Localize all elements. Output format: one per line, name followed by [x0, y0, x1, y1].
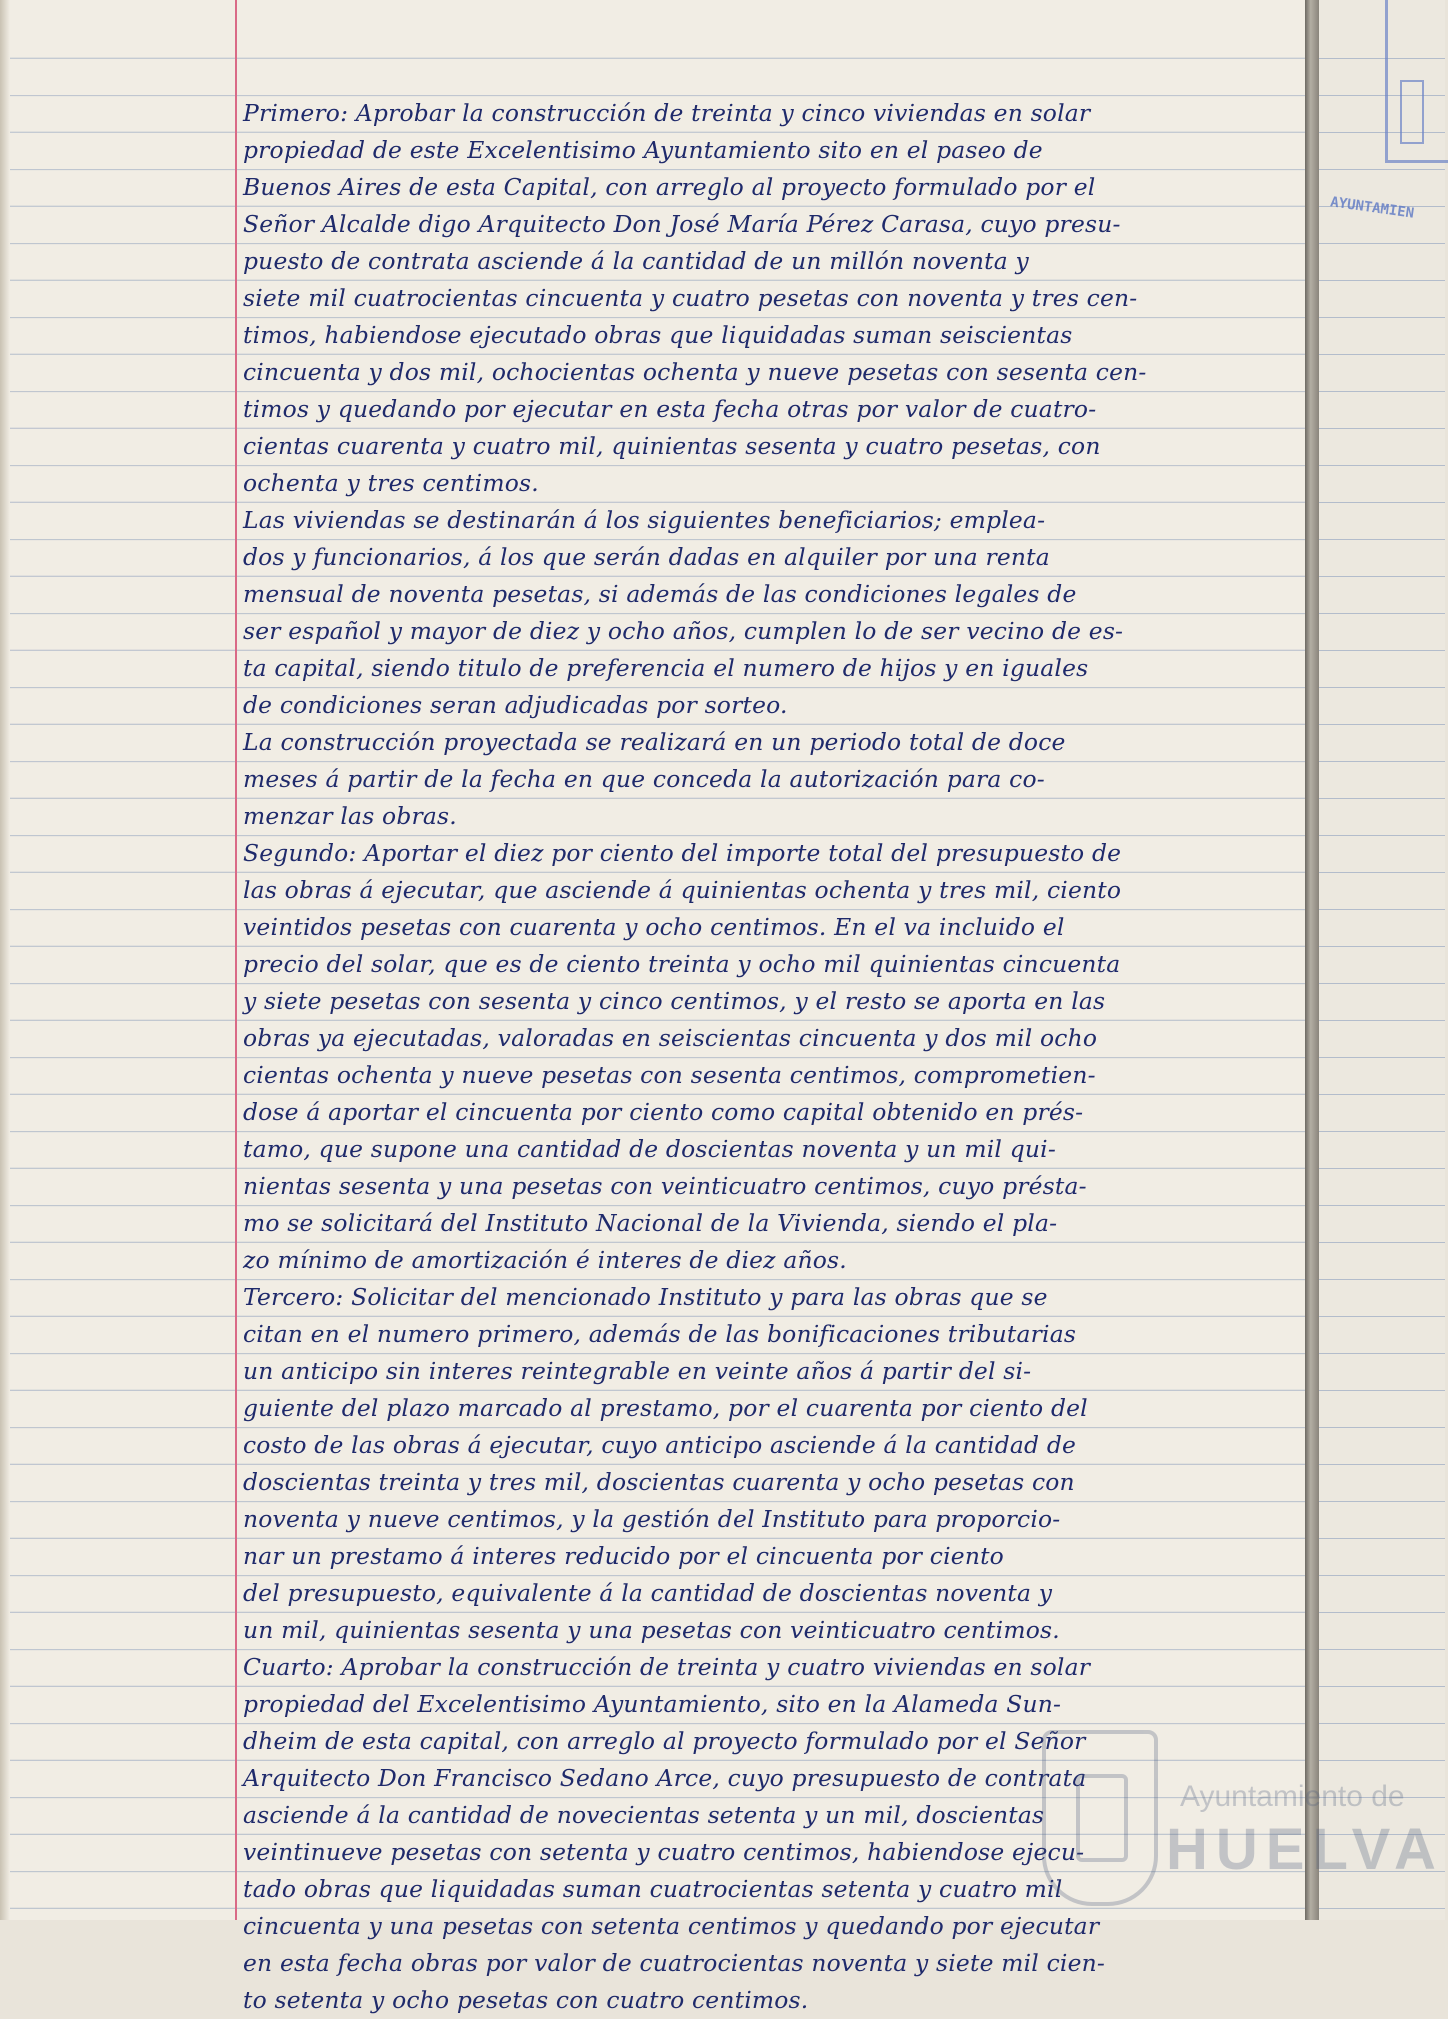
text-line: meses á partir de la fecha en que conceda la autorización para co-: [243, 765, 1045, 793]
watermark-city-name: HUELVA: [1166, 1817, 1444, 1882]
text-line: Las viviendas se destinarán á los siguientes beneficiarios; emplea-: [243, 506, 1046, 534]
text-line: ta capital, siendo titulo de preferencia el numero de hijos y en iguales: [243, 654, 1089, 682]
text-line: timos y quedando por ejecutar en esta fecha otras por valor de cuatro-: [243, 395, 1097, 423]
margin-rule: [235, 0, 237, 1920]
text-line: siete mil cuatrocientas cincuenta y cuatro pesetas con noventa y tres cen-: [243, 284, 1138, 312]
text-line: Primero: Aprobar la construcción de treinta y cinco viviendas en solar: [243, 99, 1091, 127]
text-line: asciende á la cantidad de novecientas setenta y un mil, doscientas: [243, 1801, 1045, 1829]
page-left-edge: [0, 0, 10, 1920]
text-line: veintinueve pesetas con setenta y cuatro centimos, habiendose ejecu-: [243, 1838, 1085, 1866]
text-line: zo mínimo de amortización é interes de diez años.: [243, 1246, 847, 1274]
text-line: doscientas treinta y tres mil, doscientas cuarenta y ocho pesetas con: [243, 1468, 1075, 1496]
text-line: to setenta y ocho pesetas con cuatro centimos.: [243, 1986, 809, 2014]
text-line: nientas sesenta y una pesetas con veinticuatro centimos, cuyo présta-: [243, 1172, 1087, 1200]
text-line: un anticipo sin interes reintegrable en veinte años á partir del si-: [243, 1357, 1032, 1385]
text-line: en esta fecha obras por valor de cuatrocientas noventa y siete mil cien-: [243, 1949, 1106, 1977]
text-line: veintidos pesetas con cuarenta y ocho centimos. En el va incluido el: [243, 913, 1065, 941]
text-line: Tercero: Solicitar del mencionado Instituto y para las obras que se: [243, 1283, 1048, 1311]
text-line: La construcción proyectada se realizará en un periodo total de doce: [243, 728, 1066, 756]
text-line: ser español y mayor de diez y ocho años, cumplen lo de ser vecino de es-: [243, 617, 1124, 645]
text-line: tado obras que liquidadas suman cuatrocientas setenta y cuatro mil: [243, 1875, 1063, 1903]
text-line: Buenos Aires de esta Capital, con arreglo al proyecto formulado por el: [243, 173, 1096, 201]
text-line: mensual de noventa pesetas, si además de las condiciones legales de: [243, 580, 1077, 608]
text-line: puesto de contrata asciende á la cantidad de un millón noventa y: [243, 247, 1029, 275]
stamp-text: AYUNTAMIEN: [1329, 194, 1416, 222]
text-line: cientas cuarenta y cuatro mil, quinientas sesenta y cuatro pesetas, con: [243, 432, 1101, 460]
text-line: nar un prestamo á interes reducido por el cincuenta por ciento: [243, 1542, 1004, 1570]
text-line: y siete pesetas con sesenta y cinco centimos, y el resto se aporta en las: [243, 987, 1106, 1015]
watermark-logo: [1030, 1720, 1444, 1910]
text-line: propiedad del Excelentisimo Ayuntamiento, sito en la Alameda Sun-: [243, 1690, 1062, 1718]
text-line: dos y funcionarios, á los que serán dadas en alquiler por una renta: [243, 543, 1050, 571]
text-line: cincuenta y dos mil, ochocientas ochenta y nueve pesetas con sesenta cen-: [243, 358, 1147, 386]
text-line: ochenta y tres centimos.: [243, 469, 539, 497]
text-line: tamo, que supone una cantidad de doscientas noventa y un mil qui-: [243, 1135, 1056, 1163]
text-line: menzar las obras.: [243, 802, 457, 830]
text-line: un mil, quinientas sesenta y una pesetas con veinticuatro centimos.: [243, 1616, 1060, 1644]
ink-stamp: [1385, 0, 1448, 163]
text-line: timos, habiendose ejecutado obras que liquidadas suman seiscientas: [243, 321, 1073, 349]
text-line: precio del solar, que es de ciento treinta y ocho mil quinientas cincuenta: [243, 950, 1121, 978]
text-line: cientas ochenta y nueve pesetas con sesenta centimos, comprometien-: [243, 1061, 1096, 1089]
text-line: cincuenta y una pesetas con setenta centimos y quedando por ejecutar: [243, 1912, 1100, 1940]
text-line: de condiciones seran adjudicadas por sorteo.: [243, 691, 788, 719]
text-line: costo de las obras á ejecutar, cuyo anticipo asciende á la cantidad de: [243, 1431, 1077, 1459]
text-line: obras ya ejecutadas, valoradas en seiscientas cincuenta y dos mil ocho: [243, 1024, 1098, 1052]
text-line: guiente del plazo marcado al prestamo, por el cuarenta por ciento del: [243, 1394, 1088, 1422]
watermark-city-label: Ayuntamiento de: [1180, 1780, 1405, 1813]
text-line: mo se solicitará del Instituto Nacional de la Vivienda, siendo el pla-: [243, 1209, 1058, 1237]
text-line: Arquitecto Don Francisco Sedano Arce, cuyo presupuesto de contrata: [243, 1764, 1087, 1792]
text-line: noventa y nueve centimos, y la gestión del Instituto para proporcio-: [243, 1505, 1061, 1533]
text-line: Señor Alcalde digo Arquitecto Don José María Pérez Carasa, cuyo presu-: [243, 210, 1121, 238]
text-line: las obras á ejecutar, que asciende á quinientas ochenta y tres mil, ciento: [243, 876, 1122, 904]
book-gutter: [1305, 0, 1319, 1920]
stamp-frame: [1400, 80, 1424, 144]
text-line: citan en el numero primero, además de las bonificaciones tributarias: [243, 1320, 1077, 1348]
adjacent-page-edge: [1319, 0, 1445, 1920]
text-line: Segundo: Aportar el diez por ciento del importe total del presupuesto de: [243, 839, 1122, 867]
text-line: propiedad de este Excelentisimo Ayuntamiento sito en el paseo de: [243, 136, 1043, 164]
text-line: dose á aportar el cincuenta por ciento como capital obtenido en prés-: [243, 1098, 1084, 1126]
text-line: dheim de esta capital, con arreglo al proyecto formulado por el Señor: [243, 1727, 1086, 1755]
coat-of-arms-icon: [1042, 1730, 1158, 1906]
text-line: Cuarto: Aprobar la construcción de treinta y cuatro viviendas en solar: [243, 1653, 1091, 1681]
text-line: del presupuesto, equivalente á la cantidad de doscientas noventa y: [243, 1579, 1053, 1607]
